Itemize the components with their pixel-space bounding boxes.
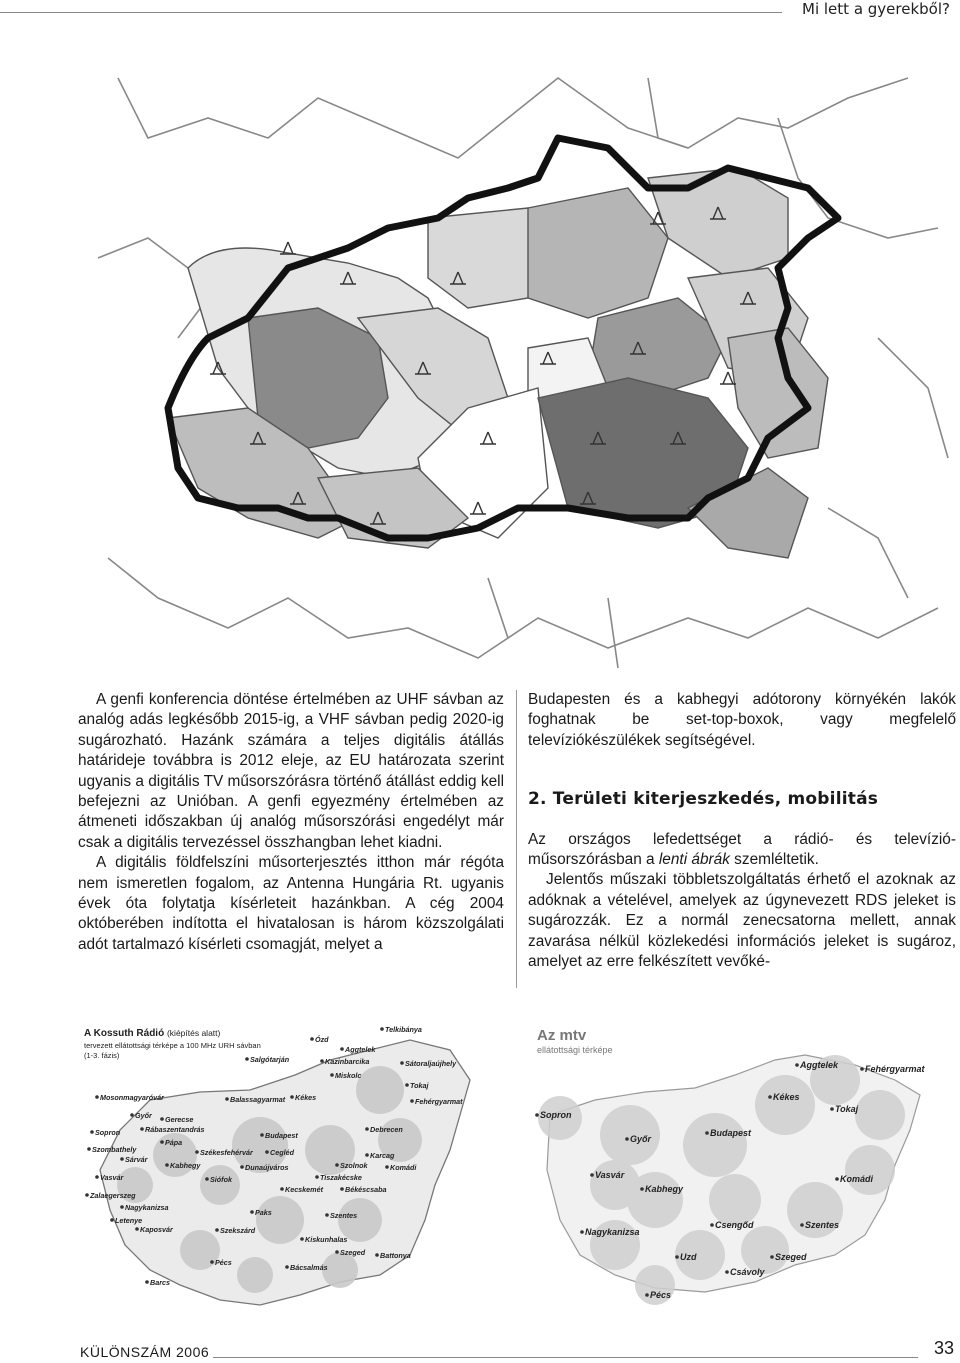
city-marker <box>205 1177 209 1181</box>
city-marker <box>625 1137 629 1141</box>
paragraph: Az országos lefedettséget a rádió- és televízió-műsorszórásban a lenti ábrák szemléltetik. <box>528 830 956 869</box>
city-label: Cegléd <box>270 1148 294 1157</box>
city-label: Szeged <box>340 1248 366 1257</box>
city-marker <box>260 1133 264 1137</box>
city-label: Telkibánya <box>385 1025 422 1034</box>
city-marker <box>245 1057 249 1061</box>
city-marker <box>90 1130 94 1134</box>
city-label: Székesfehérvár <box>200 1148 253 1157</box>
city-marker <box>165 1163 169 1167</box>
city-label: Kiskunhalas <box>305 1235 348 1244</box>
paragraph: Budapesten és a kabhegyi adótorony környékén lakók foghatnak be set-top-boxok, vagy megfelelő televíziókészülékek segítségével. <box>528 691 956 749</box>
city-marker <box>590 1173 594 1177</box>
city-label: Pécs <box>215 1258 232 1267</box>
city-label: Csávoly <box>730 1267 765 1277</box>
city-label: Szeged <box>775 1252 807 1262</box>
city-label: Vasvár <box>100 1173 124 1182</box>
city-marker <box>160 1117 164 1121</box>
mtv-coverage-map <box>535 1020 930 1310</box>
city-marker <box>240 1165 244 1169</box>
city-label: Szentes <box>330 1211 358 1220</box>
city-label: Kékes <box>773 1092 800 1102</box>
city-marker <box>835 1177 839 1181</box>
city-marker <box>225 1097 229 1101</box>
paragraph: Jelentős műszaki többletszolgáltatás érhető el azoknak az adóknak a vételével, amelyek az úgynevezett RDS jeleket is sugározzák. Ez a normál zenecsatorna mellett, annak zavarása nélkül közlekedési információs jeleket is sugároz, amelyet az erre felkészített vevőké- <box>528 871 956 971</box>
city-marker <box>405 1083 409 1087</box>
city-marker <box>365 1127 369 1131</box>
city-marker <box>580 1230 584 1234</box>
coverage-map-main <box>88 38 960 680</box>
city-label: Uzd <box>680 1252 697 1262</box>
city-marker <box>140 1127 144 1131</box>
city-marker <box>135 1227 139 1231</box>
city-marker <box>160 1140 164 1144</box>
city-label: Kabhegy <box>170 1161 201 1170</box>
city-marker <box>120 1205 124 1209</box>
city-label: Paks <box>255 1208 272 1217</box>
city-marker <box>380 1027 384 1031</box>
page-header <box>0 0 960 22</box>
city-label: Budapest <box>265 1131 298 1140</box>
city-marker <box>280 1187 284 1191</box>
city-label: Sopron <box>95 1128 121 1137</box>
city-label: Pápa <box>165 1138 183 1147</box>
mtv-map-subtitle: ellátottsági térképe <box>537 1045 613 1055</box>
city-marker <box>110 1218 114 1222</box>
city-label: Budapest <box>710 1128 752 1138</box>
city-label: Balassagyarmat <box>230 1095 286 1104</box>
city-label: Szentes <box>805 1220 840 1230</box>
city-marker <box>330 1073 334 1077</box>
city-label: Győr <box>630 1134 652 1144</box>
city-label: Békéscsaba <box>345 1185 387 1194</box>
city-marker <box>95 1175 99 1179</box>
city-label: Debrecen <box>370 1125 403 1134</box>
city-marker <box>340 1047 344 1051</box>
city-marker <box>830 1107 834 1111</box>
city-marker <box>770 1255 774 1259</box>
city-label: Nagykanizsa <box>125 1203 169 1212</box>
city-label: Battonya <box>380 1251 411 1260</box>
city-marker <box>705 1131 709 1135</box>
city-marker <box>340 1187 344 1191</box>
city-label: Tokaj <box>835 1104 859 1114</box>
emphasis: lenti ábrák <box>658 851 730 869</box>
city-marker <box>130 1113 134 1117</box>
city-marker <box>795 1063 799 1067</box>
city-marker <box>710 1223 714 1227</box>
city-marker <box>300 1237 304 1241</box>
city-label: Aggtelek <box>345 1045 376 1054</box>
running-title: Mi lett a gyerekből? <box>802 0 950 18</box>
kossuth-map-phase: (1-3. fázis) <box>84 1051 120 1060</box>
city-marker <box>250 1210 254 1214</box>
kossuth-map-caption: tervezett ellátottsági térképe a 100 MHz URH sávban <box>84 1041 261 1050</box>
city-label: Fehérgyarmat <box>865 1064 925 1074</box>
city-marker <box>210 1260 214 1264</box>
city-marker <box>640 1187 644 1191</box>
city-marker <box>675 1255 679 1259</box>
city-label: Miskolc <box>335 1071 362 1080</box>
city-label: Komádi <box>390 1163 417 1172</box>
page-number: 33 <box>933 1338 954 1358</box>
kossuth-map-title: A Kossuth Rádió (kiépítés alatt) <box>84 1028 221 1039</box>
city-label: Győr <box>135 1111 152 1120</box>
column-divider <box>516 690 517 988</box>
city-label: Szombathely <box>92 1145 137 1154</box>
city-marker <box>265 1150 269 1154</box>
city-label: Salgótarján <box>250 1055 290 1064</box>
city-label: Siófok <box>210 1175 232 1184</box>
city-label: Zalaegerszeg <box>90 1191 136 1200</box>
city-label: Ózd <box>315 1035 329 1044</box>
city-marker <box>365 1153 369 1157</box>
city-marker <box>320 1059 324 1063</box>
city-marker <box>215 1228 219 1232</box>
city-marker <box>95 1095 99 1099</box>
city-label: Bácsalmás <box>290 1263 328 1272</box>
city-label: Sárvár <box>125 1155 148 1164</box>
city-marker <box>120 1157 124 1161</box>
city-marker <box>535 1113 539 1117</box>
city-marker <box>375 1253 379 1257</box>
city-label: Mosonmagyaróvár <box>100 1093 164 1102</box>
footer-rule <box>213 1357 918 1358</box>
mtv-map-title: Az mtv <box>537 1027 587 1044</box>
paragraph: A genfi konferencia döntése értelmében az UHF sávban az analóg adás legkésőbb 2015-ig, a VHF sávban pedig 2020-ig sugározható. Hazánk számára a teljes digitális átállás határideje továbbra is 2012 eleje, az EU határozata szerint ugyanis a digitális TV műsorszórásra történő átállást eddig kell befejezni az Unióban. A genfi egyezmény értelmében az átmeneti időszakban új analóg műsorszórási engedélyt már csak a digitális tervezéssel összhangban lehet kiadni. <box>78 691 504 851</box>
city-label: Rábaszentandrás <box>145 1125 205 1134</box>
city-marker <box>800 1223 804 1227</box>
header-rule <box>0 12 782 13</box>
city-marker <box>195 1150 199 1154</box>
city-label: Dunaújváros <box>245 1163 289 1172</box>
city-marker <box>645 1293 649 1297</box>
city-marker <box>768 1095 772 1099</box>
city-label: Pécs <box>650 1290 672 1300</box>
city-marker <box>145 1280 149 1284</box>
city-label: Fehérgyarmat <box>415 1097 463 1106</box>
city-marker <box>315 1175 319 1179</box>
text-column-left <box>78 690 504 955</box>
city-marker <box>85 1193 89 1197</box>
city-label: Karcag <box>370 1151 395 1160</box>
city-label: Aggtelek <box>800 1060 839 1070</box>
city-marker <box>87 1147 91 1151</box>
city-marker <box>290 1095 294 1099</box>
paragraph: A digitális földfelszíni műsorterjesztés itthon már régóta nem ismeretlen fogalom, az Antenna Hungária Rt. ugyanis évek óta folytatja kísérleteit hazánkban. A cég 2004 októberében indította el hivatalosan is három közszolgálati adót tartalmazó kísérleti csomagját, melyet a <box>78 854 504 953</box>
city-label: Gerecse <box>165 1115 194 1124</box>
city-marker <box>400 1061 404 1065</box>
city-label: Kabhegy <box>645 1184 684 1194</box>
city-marker <box>860 1067 864 1071</box>
hungary-outline <box>100 1040 470 1305</box>
city-marker <box>310 1037 314 1041</box>
city-label: Vasvár <box>595 1170 625 1180</box>
edition-label: KÜLÖNSZÁM 2006 <box>80 1344 210 1360</box>
city-label: Komádi <box>840 1174 874 1184</box>
city-label: Csengőd <box>715 1220 754 1230</box>
city-label: Kékes <box>295 1093 317 1102</box>
city-label: Kecskemét <box>285 1185 323 1194</box>
city-label: Tokaj <box>410 1081 429 1090</box>
city-label: Sopron <box>540 1110 572 1120</box>
city-label: Szekszárd <box>220 1226 256 1235</box>
section-heading: 2. Területi kiterjeszkedés, mobilitás <box>528 789 879 810</box>
city-marker <box>335 1250 339 1254</box>
city-label: Szolnok <box>340 1161 368 1170</box>
city-label: Letenye <box>115 1216 143 1225</box>
city-marker <box>725 1270 729 1274</box>
city-label: Sátoraljaújhely <box>405 1059 457 1068</box>
city-label: Kaposvár <box>140 1225 173 1234</box>
page-footer <box>0 1340 960 1363</box>
city-marker <box>335 1163 339 1167</box>
city-marker <box>410 1099 414 1103</box>
kossuth-coverage-map <box>80 1020 490 1325</box>
city-marker <box>285 1265 289 1269</box>
city-label: Barcs <box>150 1278 170 1287</box>
city-marker <box>385 1165 389 1169</box>
city-label: Kazinbarcika <box>325 1057 370 1066</box>
city-label: Nagykanizsa <box>585 1227 640 1237</box>
city-marker <box>325 1213 329 1217</box>
text-column-right <box>528 690 956 972</box>
city-label: Tiszakécske <box>320 1173 362 1182</box>
